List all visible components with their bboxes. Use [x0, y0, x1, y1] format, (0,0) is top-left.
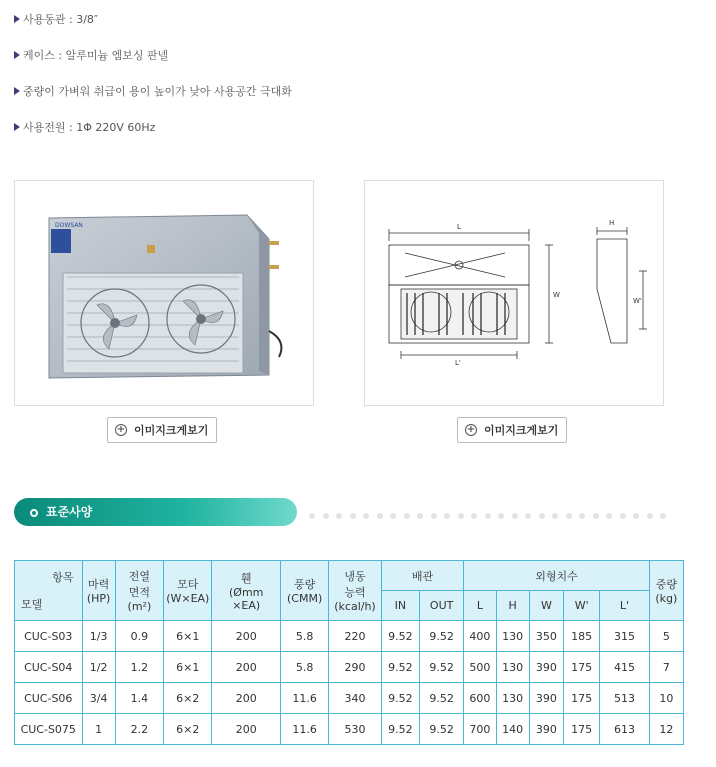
header-piping: 배관 [381, 561, 464, 591]
dimension-drawing-illustration [365, 181, 663, 405]
table-row [15, 714, 684, 745]
section-title-bar: 표준사양 [14, 498, 297, 526]
table-cell: 1.2 [115, 652, 163, 683]
zoom-plus-icon: + [116, 424, 126, 435]
table-cell: 6×2 [164, 683, 212, 714]
table-cell: 500 [464, 652, 496, 683]
table-cell: 6×1 [164, 652, 212, 683]
table-cell: 5.8 [280, 621, 328, 652]
header-motor: 모타 (W×EA) [164, 561, 212, 621]
header-weight: 중량 (kg) [649, 561, 683, 621]
model-cell: CUC-S03 [15, 621, 83, 652]
arrow-icon [14, 123, 20, 131]
model-cell: CUC-S075 [15, 714, 83, 745]
table-cell: 9.52 [381, 621, 419, 652]
sub-L2: L' [600, 591, 649, 621]
table-cell: 6×2 [164, 714, 212, 745]
table-cell: 130 [496, 683, 529, 714]
sub-in: IN [381, 591, 419, 621]
table-cell: 1.4 [115, 683, 163, 714]
table-cell: 12 [649, 714, 683, 745]
sub-W: W [529, 591, 563, 621]
dim-W: W [553, 291, 560, 299]
table-cell: 175 [564, 714, 600, 745]
table-cell: 220 [329, 621, 381, 652]
photo-logo: DOWSAN [55, 222, 83, 229]
table-cell: 390 [529, 714, 563, 745]
product-photo-illustration [15, 181, 313, 405]
table-cell: 10 [649, 683, 683, 714]
feature-item: 사용동관 : 3/8″ [14, 14, 292, 26]
table-cell: 1 [82, 714, 115, 745]
table-cell: 1/2 [82, 652, 115, 683]
zoom-drawing-button[interactable]: + 이미지크게보기 [457, 417, 567, 443]
table-cell: 130 [496, 621, 529, 652]
dim-W2: W' [633, 297, 642, 305]
table-cell: 175 [564, 652, 600, 683]
decorative-dots [309, 509, 674, 522]
header-fan: 휀 (Ømm ×EA) [212, 561, 281, 621]
zoom-plus-icon: + [466, 424, 476, 435]
table-cell: 613 [600, 714, 649, 745]
feature-item: 케이스 : 알루미늄 엠보싱 판넬 [14, 50, 292, 62]
table-cell: 700 [464, 714, 496, 745]
table-cell: 9.52 [419, 621, 463, 652]
header-area: 전열 면적 (m²) [115, 561, 163, 621]
feature-item: 사용전원 : 1Φ 220V 60Hz [14, 122, 292, 134]
circle-icon [30, 509, 38, 517]
table-cell: 3/4 [82, 683, 115, 714]
feature-list [14, 14, 292, 158]
feature-item: 중량이 가벼워 취급이 용이 높이가 낮아 사용공간 극대화 [14, 86, 292, 98]
table-cell: 5 [649, 621, 683, 652]
table-cell: 9.52 [419, 652, 463, 683]
table-cell: 290 [329, 652, 381, 683]
table-cell: 11.6 [280, 683, 328, 714]
table-cell: 200 [212, 652, 281, 683]
sub-L: L [464, 591, 496, 621]
table-cell: 11.6 [280, 714, 328, 745]
model-cell: CUC-S04 [15, 652, 83, 683]
table-cell: 350 [529, 621, 563, 652]
header-cooling: 냉동 능력 (kcal/h) [329, 561, 381, 621]
header-dimensions: 외형치수 [464, 561, 649, 591]
spec-table [14, 560, 684, 745]
table-row [15, 683, 684, 714]
table-cell: 0.9 [115, 621, 163, 652]
table-cell: 530 [329, 714, 381, 745]
dim-L: L [457, 223, 461, 231]
dimension-drawing [364, 180, 664, 406]
table-cell: 2.2 [115, 714, 163, 745]
table-row [15, 652, 684, 683]
table-cell: 340 [329, 683, 381, 714]
table-cell: 390 [529, 683, 563, 714]
table-cell: 5.8 [280, 652, 328, 683]
arrow-icon [14, 51, 20, 59]
table-cell: 415 [600, 652, 649, 683]
table-cell: 400 [464, 621, 496, 652]
sub-H: H [496, 591, 529, 621]
table-cell: 9.52 [419, 683, 463, 714]
header-airflow: 풍량 (CMM) [280, 561, 328, 621]
table-cell: 600 [464, 683, 496, 714]
table-cell: 6×1 [164, 621, 212, 652]
header-power: 마력 (HP) [82, 561, 115, 621]
table-row [15, 621, 684, 652]
table-cell: 185 [564, 621, 600, 652]
table-cell: 200 [212, 683, 281, 714]
dim-L2: L' [455, 359, 461, 367]
header-corner: 항목 모델 [15, 561, 83, 621]
table-cell: 9.52 [381, 683, 419, 714]
table-cell: 175 [564, 683, 600, 714]
dim-H: H [609, 219, 615, 227]
table-cell: 200 [212, 714, 281, 745]
zoom-image-button[interactable]: + 이미지크게보기 [107, 417, 217, 443]
model-cell: CUC-S06 [15, 683, 83, 714]
table-cell: 9.52 [419, 714, 463, 745]
table-cell: 390 [529, 652, 563, 683]
sub-W2: W' [564, 591, 600, 621]
table-cell: 200 [212, 621, 281, 652]
arrow-icon [14, 15, 20, 23]
table-cell: 9.52 [381, 652, 419, 683]
sub-out: OUT [419, 591, 463, 621]
table-cell: 315 [600, 621, 649, 652]
table-cell: 140 [496, 714, 529, 745]
table-cell: 130 [496, 652, 529, 683]
table-cell: 1/3 [82, 621, 115, 652]
table-cell: 513 [600, 683, 649, 714]
table-cell: 9.52 [381, 714, 419, 745]
table-cell: 7 [649, 652, 683, 683]
arrow-icon [14, 87, 20, 95]
product-photo [14, 180, 314, 406]
